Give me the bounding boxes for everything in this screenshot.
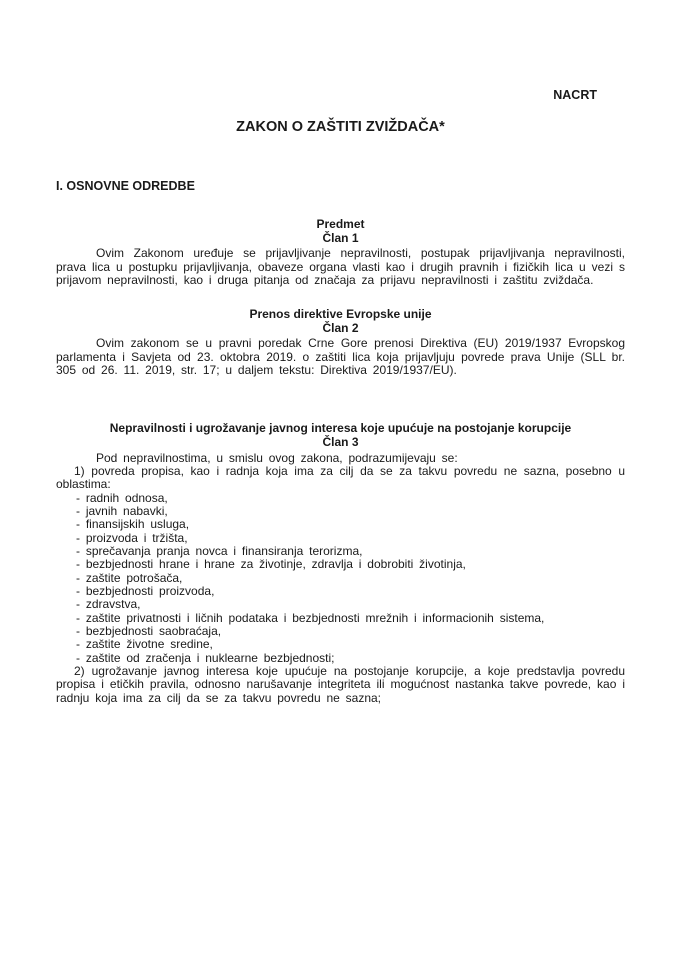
article-1-paragraph: Ovim Zakonom uređuje se prijavljivanje nepravilnosti, postupak prijavljivanja nepravilnosti, prava lica u postupku prijavljivanja, obaveze organa vlasti kao i drugih pravnih i fizičkih lica u vezi s prijavom nepravilnosti, kao i druga pitanja od značaja za prijavu nepravilnosti i zaštitu zviždača.	[56, 246, 625, 287]
area-list-item: - sprečavanja pranja novca i finansiranja terorizma,	[76, 544, 363, 559]
area-list-item: - javnih nabavki,	[76, 504, 168, 518]
draft-label: NACRT	[553, 88, 597, 102]
article-3-intro: Pod nepravilnostima, u smislu ovog zakona, podrazumijevaju se:	[96, 450, 458, 465]
area-list-item: - zaštite životne sredine,	[76, 637, 213, 652]
area-list-item: - bezbjednosti hrane i hrane za životinje, zdravlja i dobrobiti životinja,	[76, 557, 466, 572]
document-title: ZAKON O ZAŠTITI ZVIŽDAČA*	[236, 119, 445, 135]
article-1-subject: Predmet	[316, 217, 365, 231]
area-list-item: - zdravstva,	[76, 597, 141, 612]
article-2-paragraph: Ovim zakonom se u pravni poredak Crne Gore prenosi Direktiva (EU) 2019/1937 Evropskog parlamenta i Savjeta od 23. oktobra 2019. o zaštiti lica koja prijavljuju povrede prava Unije (SLL br. 305 od 26. 11. 2019, str. 17; u daljem tekstu: Direktiva 2019/1937/EU).	[56, 336, 625, 378]
article-1-number: Član 1	[322, 230, 359, 245]
area-list-item: - zaštite privatnosti i ličnih podataka i bezbjednosti mrežnih i informacionih sistema,	[76, 610, 545, 625]
area-list-item: - zaštite potrošača,	[76, 570, 183, 585]
area-list-item: - finansijskih usluga,	[76, 517, 190, 532]
article-3-heading-group	[56, 422, 625, 449]
area-list-item: - proizvoda i tržišta,	[76, 530, 188, 545]
article-2-subject: Prenos direktive Evropske unije	[249, 307, 432, 322]
area-list-item: - bezbjednosti saobraćaja,	[76, 624, 222, 639]
area-list-item: - zaštite od zračenja i nuklearne bezbjednosti;	[76, 650, 335, 665]
article-3-item-1: 1) povreda propisa, kao i radnja koja ima za cilj da se za takvu povredu ne sazna, posebno u oblastima:	[56, 463, 625, 492]
article-3-number: Član 3	[322, 435, 359, 450]
chapter-heading: I. OSNOVNE ODREDBE	[56, 179, 195, 193]
area-list-item: - radnih odnosa,	[76, 490, 168, 505]
article-3-item-2: 2) ugrožavanje javnog interesa koje upućuje na postojanje korupcije, a koje predstavlja povredu propisa i etičkih pravila, odnosno narušavanje integriteta ili mogućnost nastanka takve povrede, kao i radnju koja ima za cilj da se za takvu povredu ne sazna;	[56, 664, 625, 705]
article-3-subject: Nepravilnosti i ugrožavanje javnog interesa koje upućuje na postojanje korupcije	[109, 421, 572, 436]
article-2-number: Član 2	[322, 320, 359, 335]
article-2-heading-group	[56, 308, 625, 335]
article-1-heading-group	[56, 218, 625, 245]
area-list-item: - bezbjednosti proizvoda,	[76, 584, 215, 599]
article-3-area-list	[56, 492, 625, 665]
